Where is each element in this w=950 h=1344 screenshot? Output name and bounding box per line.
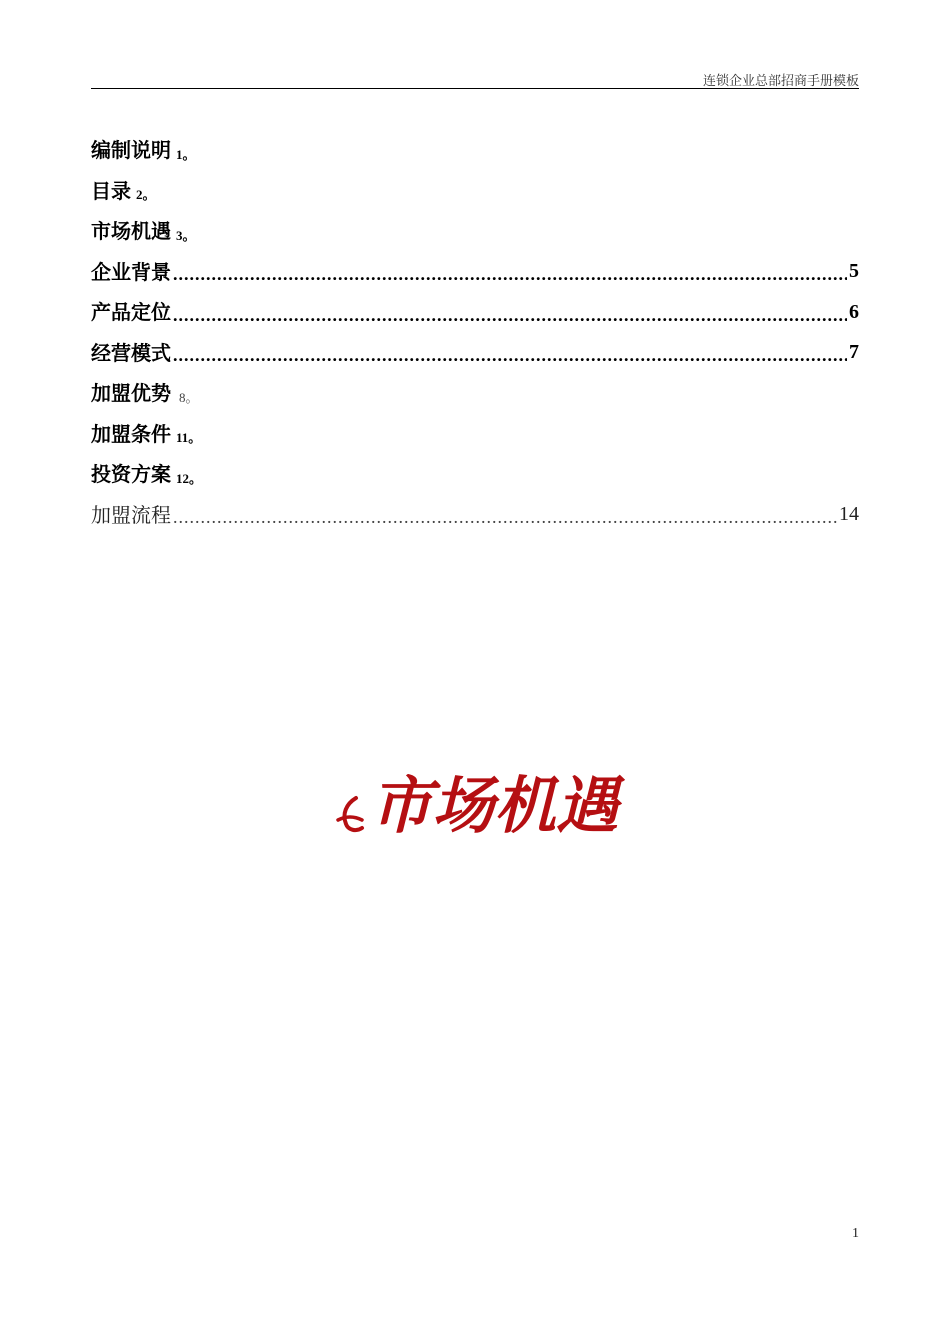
toc-entry[interactable] [91, 414, 859, 455]
toc-entry-label: 加盟优势 [91, 381, 171, 406]
section-banner [0, 768, 950, 848]
toc-entry[interactable] [91, 495, 859, 536]
page-number: 1 [852, 1226, 859, 1241]
toc-entry-label: 编制说明 [91, 138, 171, 163]
section-banner-title: 市场机遇 [369, 769, 618, 842]
toc-entry-label: 投资方案 [91, 462, 171, 487]
toc-entry-label: 目录 [91, 178, 131, 203]
running-header-title: 连锁企业总部招商手册模板 [702, 74, 859, 89]
toc-entry-page: 8。 [179, 389, 199, 405]
toc-entry-page: 14 [839, 503, 859, 526]
toc-entry-page: 5 [849, 260, 859, 283]
toc-entry-page: 3。 [176, 227, 196, 243]
header-rule [91, 88, 859, 89]
toc-dot-leader [173, 264, 847, 285]
toc-entry[interactable] [91, 171, 859, 212]
toc-dot-leader [173, 305, 847, 326]
toc-dot-leader [173, 345, 847, 366]
toc-entry[interactable] [91, 333, 859, 374]
toc-dot-leader [173, 507, 837, 528]
toc-entry-label: 市场机遇 [91, 219, 171, 244]
toc-entry-page: 6 [849, 300, 859, 323]
toc-entry[interactable] [91, 130, 859, 171]
paragraph-mark-icon [332, 794, 368, 838]
toc-entry-label: 企业背景 [91, 259, 171, 284]
toc-entry-label: 经营模式 [91, 340, 171, 365]
toc-entry-page: 11。 [176, 430, 202, 446]
toc-entry[interactable] [91, 454, 859, 495]
toc-entry-page: 12。 [176, 470, 203, 486]
toc-entry-label: 加盟条件 [91, 421, 171, 446]
toc-entry[interactable] [91, 373, 859, 414]
toc-entry-label: 产品定位 [91, 300, 171, 325]
toc-entry-page: 1。 [176, 146, 196, 162]
toc-entry-label: 加盟流程 [91, 502, 171, 527]
toc-entry[interactable] [91, 252, 859, 293]
toc-entry[interactable] [91, 292, 859, 333]
table-of-contents [91, 130, 859, 535]
toc-entry-page: 7 [849, 341, 859, 364]
toc-entry-page: 2。 [136, 187, 156, 203]
toc-entry[interactable] [91, 211, 859, 252]
